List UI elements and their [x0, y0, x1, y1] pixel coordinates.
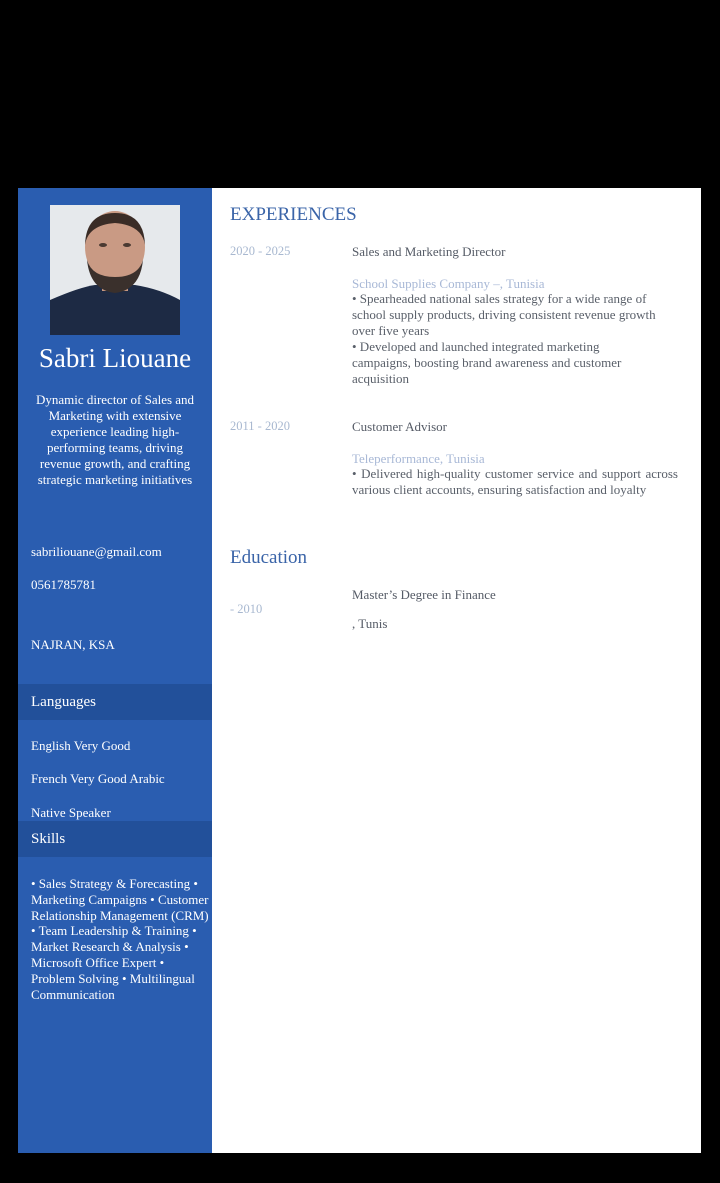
languages-header [18, 684, 212, 720]
experience-title: Customer Advisor [352, 419, 447, 434]
contact-phone: 0561785781 [31, 577, 96, 592]
experience-title: Sales and Marketing Director [352, 244, 506, 259]
profile-summary: Dynamic director of Sales and Marketing with extensive experience leading high-performing teams, driving revenue growth, and crafting strategic marketing initiatives [35, 392, 195, 487]
experience-company: Teleperformance, Tunisia [352, 451, 485, 466]
skills-header [18, 821, 212, 857]
language-item: English Very Good [31, 738, 131, 753]
experiences-heading: EXPERIENCES [230, 204, 357, 225]
profile-photo [50, 205, 180, 335]
experience-description [352, 291, 678, 387]
resume-page [18, 188, 701, 1153]
skills-heading: Skills [31, 831, 66, 847]
sidebar [18, 188, 212, 1153]
experience-bullet: • Developed and launched integrated marketing campaigns, boosting brand awareness and customer acquisition [352, 339, 622, 386]
experience-dates: 2020 - 2025 [230, 244, 291, 258]
education-heading: Education [230, 547, 308, 568]
experience-bullet: • Delivered high-quality customer service and support across various client accounts, ensuring satisfaction and loyalty [352, 466, 678, 497]
contact-location: NAJRAN, KSA [31, 637, 115, 652]
education-place: , Tunis [352, 616, 388, 631]
education-degree: Master’s Degree in Finance [352, 587, 496, 602]
skills-list: • Sales Strategy & Forecasting • Marketing Campaigns • Customer Relationship Management (CRM) • Team Leadership & Training • Market Research & Analysis • Microsoft Office Expert • Problem Solving • Multilingual Communication [31, 876, 209, 1002]
language-item: Native Speaker [31, 805, 111, 820]
experience-company: School Supplies Company –, Tunisia [352, 276, 545, 291]
experience-bullet: • Spearheaded national sales strategy for a wide range of school supply products, driving consistent revenue growth over five years [352, 291, 656, 338]
education-dates: - 2010 [230, 602, 263, 616]
experience-dates: 2011 - 2020 [230, 419, 290, 433]
languages-heading: Languages [31, 694, 96, 710]
language-item: French Very Good Arabic [31, 771, 165, 786]
profile-name: Sabri Liouane [38, 343, 192, 373]
contact-email: sabriliouane@gmail.com [31, 544, 162, 559]
